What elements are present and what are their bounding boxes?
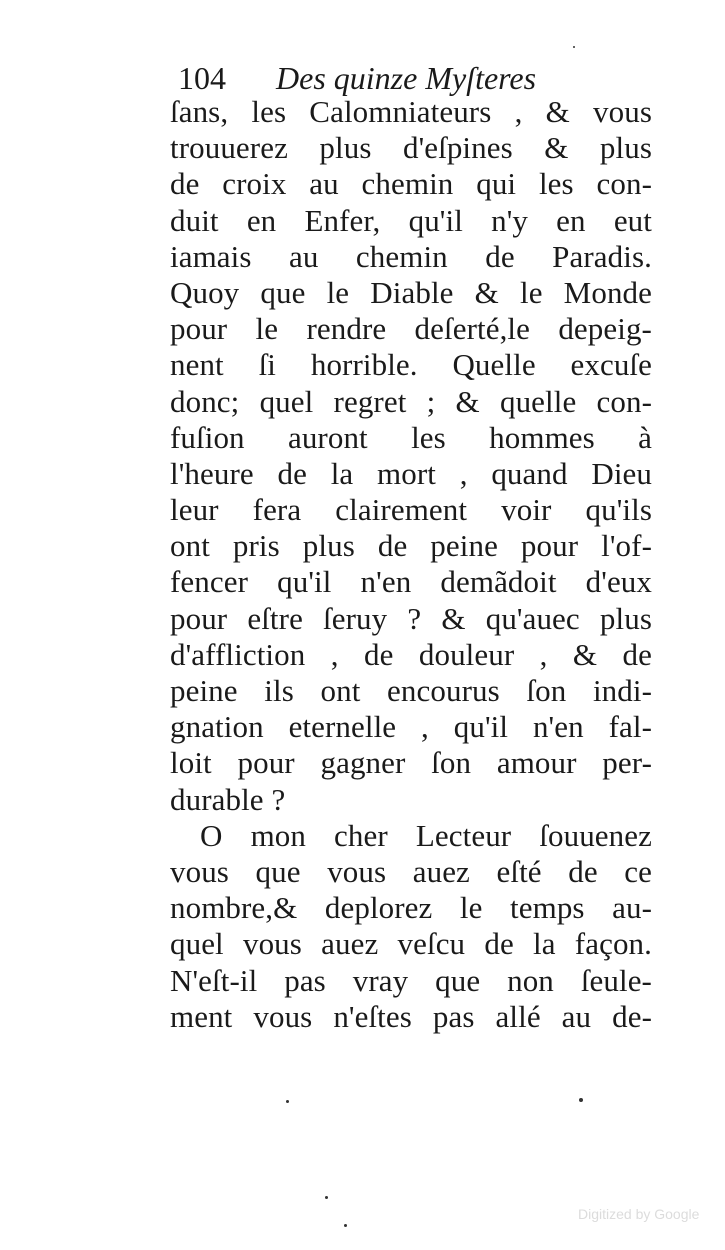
text-line: donc; quel regret ; & quelle con- <box>170 383 652 419</box>
text-line: fencer qu'il n'en demãdoit d'eux <box>170 564 652 600</box>
ink-speck <box>579 1098 583 1102</box>
text-line: leur fera clairement voir qu'ils <box>170 492 652 528</box>
text-line: gnation eternelle , qu'il n'en fal- <box>170 709 652 745</box>
digitization-watermark: Digitized by Google <box>578 1206 700 1222</box>
text-line: d'affliction , de douleur , & de <box>170 636 652 672</box>
text-line: Quoy que le Diable & le Monde <box>170 274 652 310</box>
text-line: de croix au chemin qui les con- <box>170 166 652 202</box>
text-line: trouuerez plus d'eſpines & plus <box>170 130 652 166</box>
text-line: ſans, les Calomniateurs , & vous <box>170 94 652 129</box>
text-line: pour eſtre ſeruy ? & qu'auec plus <box>170 600 652 636</box>
text-line: l'heure de la mort , quand Dieu <box>170 455 652 491</box>
text-line: peine ils ont encourus ſon indi- <box>170 673 652 708</box>
text-line: ont pris plus de peine pour l'of- <box>170 528 652 564</box>
ink-speck <box>325 1196 328 1199</box>
page-number: 104 <box>178 60 226 96</box>
text-line: nombre,& deplorez le temps au- <box>170 890 652 926</box>
text-line: quel vous auez veſcu de la façon. <box>170 926 652 962</box>
body-text <box>170 94 652 1035</box>
ink-speck <box>573 46 575 48</box>
page-header <box>178 58 658 98</box>
text-line: ment vous n'eſtes pas allé au de- <box>170 998 652 1034</box>
text-line: vous que vous auez eſté de ce <box>170 853 652 889</box>
text-line: fuſion auront les hommes à <box>170 419 652 455</box>
ink-speck <box>286 1100 289 1103</box>
ink-speck <box>344 1224 347 1227</box>
paragraph-start-line: O mon cher Lecteur ſouuenez <box>200 817 652 853</box>
text-line: iamais au chemin de Paradis. <box>170 238 652 274</box>
running-title: Des quinze Myſteres <box>276 60 537 96</box>
text-line: duit en Enfer, qu'il n'y en eut <box>170 202 652 238</box>
text-line: nent ſi horrible. Quelle excuſe <box>170 347 652 383</box>
text-line: loit pour gagner ſon amour per- <box>170 745 652 781</box>
text-line: pour le rendre deſerté,le depeig- <box>170 311 652 347</box>
text-line: N'eſt-il pas vray que non ſeule- <box>170 962 652 998</box>
paragraph-end-line: durable ? <box>170 781 286 817</box>
